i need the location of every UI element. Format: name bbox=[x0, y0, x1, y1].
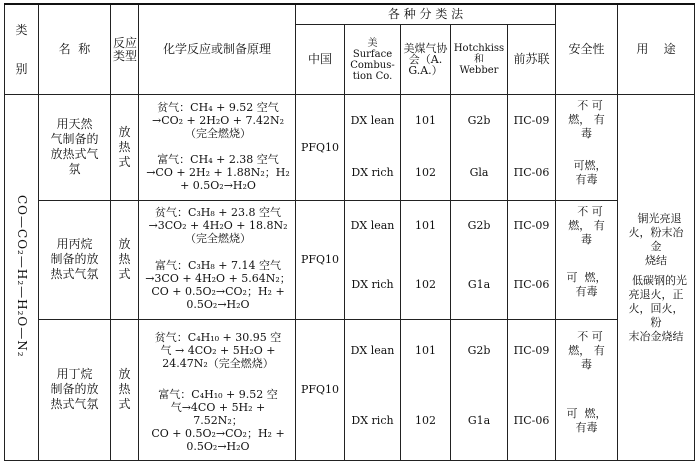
us-surface-rich-natural-gas: DX rich bbox=[345, 146, 401, 200]
hotchkiss-rich-propane: G1a bbox=[451, 251, 508, 319]
china-code-butane: PFQ10 bbox=[296, 319, 345, 460]
reaction-lean-natural-gas: 贫气：CH₄ + 9.52 空气 →CO₂ + 2H₂O + 7.42N₂ （完全燃烧） bbox=[139, 95, 296, 146]
reaction-type-propane: 放 热 式 bbox=[111, 200, 139, 319]
reaction-rich-natural-gas: 富气：CH₄ + 2.38 空气 →CO + 2H₂ + 1.88N₂；H₂ + 0.5O₂→H₂O bbox=[139, 146, 296, 200]
group-name-natural-gas: 用天然 气制备的 放热式气 氛 bbox=[39, 95, 111, 200]
ussr-rich-propane: ПС-06 bbox=[508, 251, 556, 319]
header-safety: 安全性 bbox=[556, 4, 618, 95]
category-label: CO—CO₂—H₂—H₂O—N₂ bbox=[15, 194, 29, 358]
group-name-propane: 用丙烷 制备的放 热式气氛 bbox=[39, 200, 111, 319]
hotchkiss-lean-propane: G2b bbox=[451, 200, 508, 251]
us-surface-lean-natural-gas: DX lean bbox=[345, 95, 401, 146]
hotchkiss-rich-butane: G1a bbox=[451, 382, 508, 461]
header-category: 类 别 bbox=[5, 4, 39, 95]
ussr-lean-propane: ПС-09 bbox=[508, 200, 556, 251]
header-ussr: 前苏联 bbox=[508, 24, 556, 94]
aga-lean-propane: 101 bbox=[401, 200, 451, 251]
safety-rich-propane: 可 燃， 有毒 bbox=[556, 251, 618, 319]
usage-cell bbox=[618, 95, 695, 461]
safety-lean-propane: 不 可 燃， 有 毒 bbox=[556, 200, 618, 251]
hotchkiss-rich-natural-gas: Gla bbox=[451, 146, 508, 200]
header-usage: 用 途 bbox=[618, 4, 695, 95]
reaction-rich-propane: 富气：C₃H₈ + 7.14 空气 →3CO + 4H₂O + 5.64N₂； CO + 0.5O₂→CO₂；H₂ + 0.5O₂→H₂O bbox=[139, 251, 296, 319]
aga-rich-propane: 102 bbox=[401, 251, 451, 319]
aga-lean-natural-gas: 101 bbox=[401, 95, 451, 146]
header-us-aga: 美煤气协 会（A. G.A.） bbox=[401, 24, 451, 94]
reaction-lean-butane: 贫气：C₄H₁₀ + 30.95 空 气 → 4CO₂ + 5H₂O + 24.47N₂（完全燃烧） bbox=[139, 319, 296, 381]
ussr-rich-natural-gas: ПС-06 bbox=[508, 146, 556, 200]
usage-low-carbon-steel: 低碳钢的光 亮退火，正 火，回火，粉 末冶金烧结 bbox=[628, 273, 688, 343]
reaction-lean-propane: 贫气：C₃H₈ + 23.8 空气 →3CO₂ + 4H₂O + 18.8N₂ （完全燃烧） bbox=[139, 200, 296, 251]
hotchkiss-lean-butane: G2b bbox=[451, 319, 508, 381]
us-surface-rich-butane: DX rich bbox=[345, 382, 401, 461]
category-cell bbox=[5, 95, 39, 461]
reaction-rich-butane: 富气：C₄H₁₀ + 9.52 空 气→4CO + 5H₂ + 7.52N₂； CO + 0.5O₂→CO₂；H₂ + 0.5O₂→H₂O bbox=[139, 382, 296, 461]
ussr-lean-butane: ПС-09 bbox=[508, 319, 556, 381]
header-reaction-type: 反应 类型 bbox=[111, 4, 139, 95]
header-us-surface: 美 Surface Combus- tion Co. bbox=[345, 24, 401, 94]
header-classification: 各 种 分 类 法 bbox=[296, 4, 556, 24]
safety-rich-butane: 可 燃， 有毒 bbox=[556, 382, 618, 461]
group-name-butane: 用丁烷 制备的放 热式气氛 bbox=[39, 319, 111, 460]
safety-rich-natural-gas: 可燃， 有毒 bbox=[556, 146, 618, 200]
aga-lean-butane: 101 bbox=[401, 319, 451, 381]
us-surface-lean-propane: DX lean bbox=[345, 200, 401, 251]
aga-rich-natural-gas: 102 bbox=[401, 146, 451, 200]
usage-copper: 铜光亮退 火，粉末冶金 烧结 bbox=[628, 211, 684, 267]
safety-lean-butane: 不 可 燃， 有 毒 bbox=[556, 319, 618, 381]
us-surface-rich-propane: DX rich bbox=[345, 251, 401, 319]
gas-atmosphere-table bbox=[4, 3, 695, 461]
header-principle: 化学反应或制备原理 bbox=[139, 4, 296, 95]
china-code-propane: PFQ10 bbox=[296, 200, 345, 319]
reaction-type-butane: 放 热 式 bbox=[111, 319, 139, 460]
reaction-type-natural-gas: 放 热 式 bbox=[111, 95, 139, 200]
header-hotchkiss: Hotchkiss 和 Webber bbox=[451, 24, 508, 94]
ussr-rich-butane: ПС-06 bbox=[508, 382, 556, 461]
ussr-lean-natural-gas: ПС-09 bbox=[508, 95, 556, 146]
china-code-natural-gas: PFQ10 bbox=[296, 95, 345, 200]
header-name: 名 称 bbox=[39, 4, 111, 95]
safety-lean-natural-gas: 不 可 燃， 有 毒 bbox=[556, 95, 618, 146]
hotchkiss-lean-natural-gas: G2b bbox=[451, 95, 508, 146]
header-china: 中国 bbox=[296, 24, 345, 94]
us-surface-lean-butane: DX lean bbox=[345, 319, 401, 381]
aga-rich-butane: 102 bbox=[401, 382, 451, 461]
